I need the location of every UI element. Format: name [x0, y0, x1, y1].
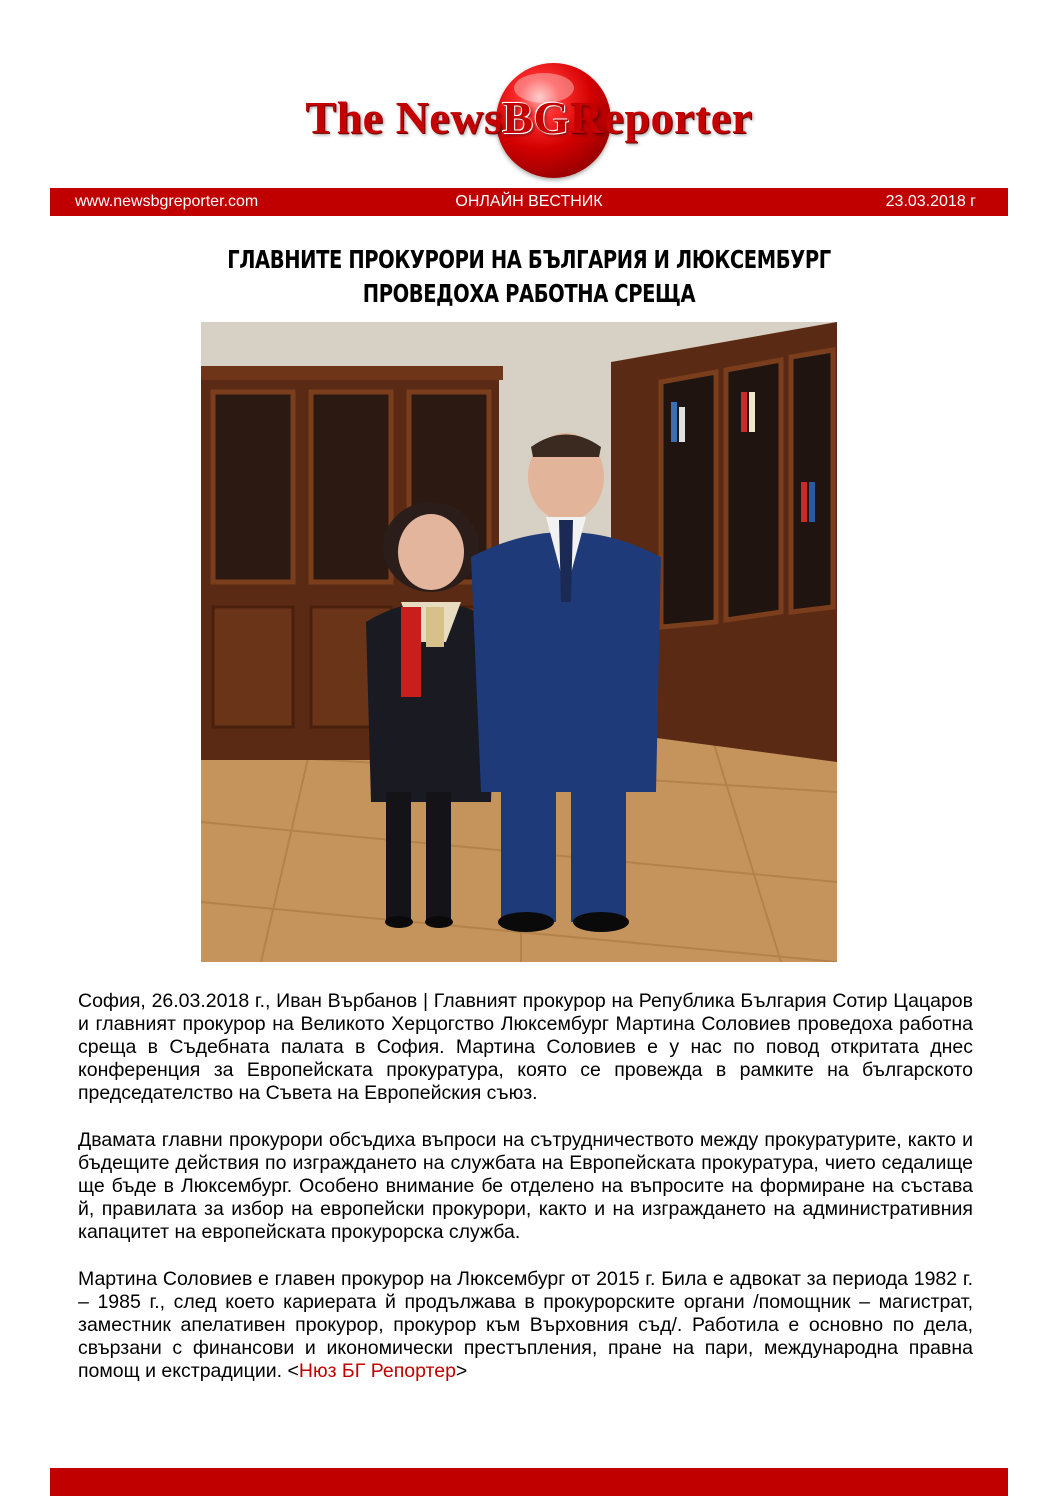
paragraph-3 — [78, 1268, 973, 1383]
article-headline — [116, 243, 941, 311]
header-bar — [50, 188, 1008, 216]
source-link[interactable]: Нюз БГ Репортер — [298, 1360, 456, 1382]
article-photo — [201, 322, 837, 962]
brand-logo — [0, 91, 1058, 144]
source-close: > — [455, 1360, 468, 1382]
site-url[interactable]: www.newsbgreporter.com — [75, 193, 259, 210]
masthead — [0, 55, 1058, 185]
brand-part-3: Reporter — [569, 92, 753, 143]
paragraph-1: София, 26.03.2018 г., Иван Върбанов | Главният прокурор на Република България Сотир Цацаров и главният прокурор на Великото Херцогство Люксембург Мартина Соловиев проведоха работна среща в Съдебната палата в София. Мартина Соловиев е у нас по повод откритата днес конференция за Европейската прокуратура, която се провежда в рамките на българското председателство на Съвета на Европейския съюз. — [78, 990, 973, 1104]
paragraph-3-text: Мартина Соловиев е главен прокурор на Люксембург от 2015 г. Била е адвокат за периода 1982 г. – 1985 г., след което кариерата й продължава в прокурорските органи /помощник – магистрат, заместник апелативен прокурор, прокурор към Върховния съд/. Работила е основно по дела, свързани с финансови и икономически престъпления, пране на пари, международна правна помощ и екстрадиции. — [78, 1268, 973, 1382]
office-meeting-illustration — [201, 322, 837, 962]
headline-line-1: ГЛАВНИТЕ ПРОКУРОРИ НА БЪЛГАРИЯ И ЛЮКСЕМБУРГ — [227, 245, 831, 274]
brand-part-1: The News — [305, 92, 503, 143]
issue-date: 23.03.2018 г — [885, 193, 976, 210]
paragraph-2: Двамата главни прокурори обсъдиха въпроси на сътрудничеството между прокуратурите, както и бъдещите действия по изграждането на службата на Европейската прокуратура, чието седалище ще бъде в Люксембург. Особено внимание бе отделено на въпросите на формиране на състава й, правилата за избор на европейски прокурори, както и на изграждането на административния капацитет на европейската прокурорска служба. — [78, 1129, 973, 1243]
headline-line-2: ПРОВЕДОХА РАБОТНА СРЕЩА — [362, 279, 696, 308]
footer-bar — [50, 1468, 1008, 1496]
article-body — [78, 990, 973, 1407]
brand-part-2: BG — [502, 92, 570, 143]
publication-label: ОНЛАЙН ВЕСТНИК — [455, 193, 603, 210]
source-open: < — [287, 1360, 299, 1382]
